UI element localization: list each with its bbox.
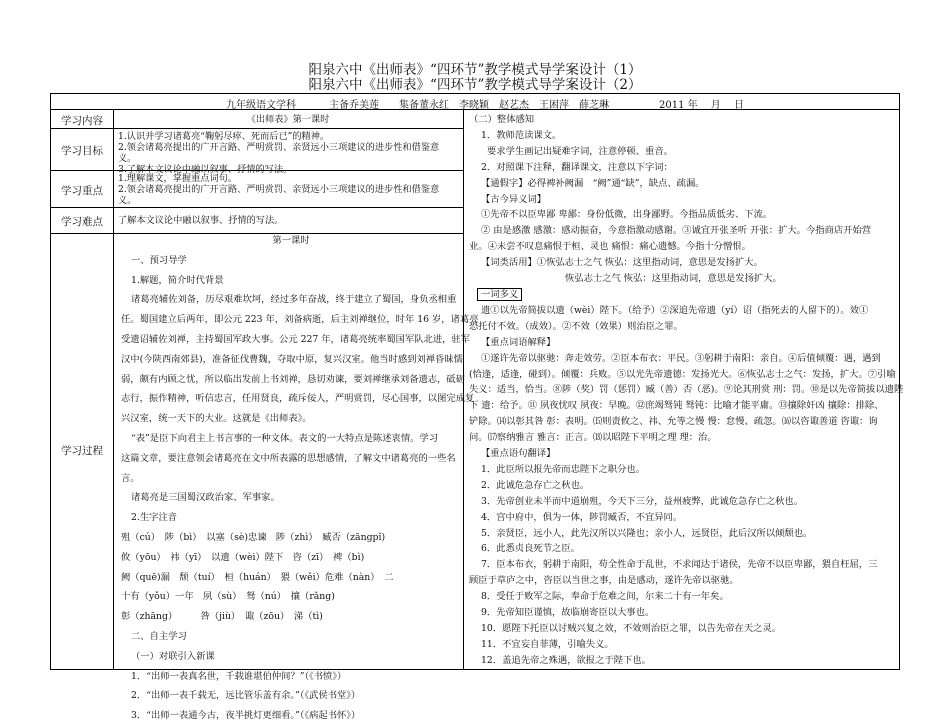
paragraph-line: 弱，颇有内顾之忧，所以临出发前上书刘禅，恳切劝谏，要刘禅继承刘备遗志，砥砺: [121, 373, 465, 385]
paragraph-line: 诸葛亮是三国蜀汉政治家、军事家。: [131, 492, 280, 504]
translation-line: 11．不宜妄自菲薄，引喻失义。: [481, 638, 614, 650]
pinyin-line: 彰（zhāng） 咎（jiù） 诹（zōu） 涕（tì): [121, 611, 323, 623]
vocab-heading: [469, 287, 895, 303]
vocab-line: 业。④未尝不叹息痛恨于桓、灵也 痛恨：痛心遗憾。今指十分憎恨。: [469, 241, 751, 253]
vocab-line: ①先帝不以臣卑鄙 卑鄙：身份低微，出身鄙野。今指品质低劣、下流。: [481, 209, 773, 221]
grade: 九年级语文学科: [226, 100, 296, 111]
vocab-heading: 【古今异义词】: [481, 193, 547, 205]
translation-line: 4．宫中府中，俱为一体，陟罚臧否，不宜异同。: [481, 511, 683, 523]
vocab-line: ② 由是感激 感激：感动振奋，今意指激动感谢。③诚宜开张圣听 开张：扩大。今指商店开始营: [481, 225, 872, 237]
paragraph-line: 兴汉室，统一天下的大业。这就是《出师表》。: [121, 413, 312, 425]
pinyin-line: 殂（cú） 陟（bì） 以塞（sè)忠谏 陟（zhì） 臧否（zāngpǐ): [121, 531, 386, 543]
translation-heading: 【重点语句翻译】: [481, 448, 556, 460]
goal-line: 1.认识并学习诸葛亮“鞠躬尽瘁、死而后已”的精神。: [118, 131, 330, 142]
subsection-heading: 2.生字注音: [131, 512, 178, 524]
translation-line: 2．此诚危急存亡之秋也。: [481, 479, 590, 491]
key-list: [118, 173, 439, 206]
content-text: 《出师表》第一课时: [246, 114, 330, 125]
translation-line: 3．先帝创业未半而中道崩殂，今天下三分，益州疲弊，此诚危急存亡之秋也。: [481, 495, 804, 507]
key-line: 2.领会诸葛亮提出的广开言路、严明赏罚、亲贤远小三项建议的进步性和借鉴意: [118, 184, 440, 195]
translation-line: 8．受任于败军之际，奉命于危难之间，尔来二十有一年矣。: [481, 591, 729, 603]
subsection-heading: （一）对联引入新课: [131, 650, 215, 662]
vocab-line: 失义：适当，恰当。⑧陟（奖）罚（惩罚）臧（善）否（恶)。⑨论其刑赏 刑：罚。⑩是以先帝简拔以遗陛: [469, 384, 904, 396]
goal-line: 3.了解本文议论中融以叙事、抒情的写法。: [118, 164, 293, 175]
key-line: 1.理解课文，掌握重点词句。: [118, 173, 238, 184]
label-content: 学习内容: [61, 115, 103, 127]
couplet-line: 3．“出师一表通今古，夜半挑灯更细看。”（《病起书怀》）: [131, 710, 361, 722]
goals-list: [118, 131, 439, 175]
plan-table: [50, 110, 904, 722]
divider: [113, 110, 114, 670]
paragraph-line: 志行，振作精神，听信忠言，任用贤良，疏斥佞人，严明赏罚，尽心国事，以图完成复: [121, 393, 475, 405]
pinyin-line: 十有（yǒu）一年 夙（sù） 驽（nú） 攘（rǎng): [121, 591, 335, 603]
couplet-line: 2．“出师一表千载无，远比管乐盖有余。”（《武侯书堂》）: [131, 690, 361, 702]
couplet-line: 1．“出师一表真名世，千载谁堪伯仲间？”（《书愤》）: [131, 670, 347, 682]
paragraph-line: 1．教师范读课文。: [481, 129, 562, 141]
vocab-line: 问。⒄察纳雅言 雅言：正言。⒅以昭陛下平明之理 理：治。: [469, 432, 717, 444]
vocab-line: ①遂许先帝以驱驰：奔走效劳。②臣本布衣：平民。③躬耕于南阳：亲自。④后值倾覆：遇，遇到: [481, 352, 881, 364]
paragraph-line: 任。蜀国建立后两年，即公元 223 年，刘备病逝，后主刘禅继位，时年 16 岁，诸葛亮: [121, 314, 479, 326]
paragraph-line: 言。: [121, 472, 140, 484]
page-title-2: 阳泉六中《出师表》“四环节”教学模式导学案设计（2）: [308, 77, 642, 93]
label-key: 学习重点: [61, 185, 103, 197]
page-title-1: 阳泉六中《出师表》“四环节”教学模式导学案设计（1）: [308, 62, 642, 78]
difficult-text: 了解本文议论中融以叙事、抒情的写法。: [118, 215, 284, 226]
translation-line: 5．亲贤臣，远小人，此先汉所以兴隆也；亲小人，远贤臣，此后汉所以倾颓也。: [481, 527, 813, 539]
paragraph-line: “表”是臣下向君主上书言事的一种文体。表文的一大特点是陈述衷情。学习: [131, 432, 439, 444]
translation-line: 10．愿陛下托臣以讨贼兴复之效，不效则治臣之罪，以告先帝在天之灵。: [481, 623, 782, 634]
process-left-column: [121, 231, 479, 726]
section-heading: （二）整体感知: [469, 114, 535, 125]
vocab-line: 恐托付不效。（成效）。②不效（效果）则治臣之罪。: [469, 320, 683, 332]
goal-line: 2.领会诸葛亮提出的广开言路、严明赏罚、亲贤远小三项建议的进步性和借鉴意: [118, 142, 440, 153]
vocab-line: 【通假字】必得裨补阙漏 “阙”通“缺”，缺点、疏漏。: [481, 177, 705, 189]
pinyin-line: 阙（quē)漏 颓（tuí） 桓（huán） 猥（wěi）危难（nàn） 二: [121, 571, 394, 583]
lead-teacher: 主备乔美莲: [329, 100, 379, 111]
vocab-line: 铲除。⒁以彰其咎 彰：表明。⒂则责攸之、祎、允等之慢 慢：怠慢、疏忽。⒃以咨诹善道 咨诹：询: [469, 416, 878, 428]
lesson-heading: 第一课时: [272, 235, 310, 246]
paragraph-line: 要求学生画记出疑难字词，注意停顿、重音。: [487, 145, 673, 157]
section-heading: 一、预习导学: [131, 254, 187, 266]
vocab-line: (恰逢，适逢，碰到）。倾覆：兵败。⑤以光先帝遗德：发扬光大。⑥恢弘志士之气：发扬，扩大。⑦引喻: [469, 368, 896, 380]
paragraph-line: 这篇文章，要注意领会诸葛亮在文中所表露的思想感情，了解文中诸葛亮的一些名: [121, 452, 456, 464]
paragraph-line: 汉中(今陕西南郊县)，准备征伐曹魏，夺取中原，复兴汉室。他当时感到刘禅昏昧懦: [121, 353, 463, 365]
vocab-line: 恢弘志士之气 恢弘：这里指动词，意思是发扬扩大。: [565, 273, 782, 285]
paragraph-line: 2．对照课下注释，翻译课文，注意以下字词：: [481, 161, 673, 173]
vocab-heading: 【重点词语解释】: [481, 336, 556, 348]
vocab-line: 下 遗：给予。⑪ 夙夜忧叹 夙夜：早晚。⑫庶竭驽钝 驽钝：比喻才能平庸。⑬攘除奸凶 攘除：排除、: [469, 400, 884, 412]
translation-line: 9．先帝知臣谨慎，故临崩寄臣以大事也。: [481, 607, 655, 619]
process-right-column: [469, 112, 904, 669]
translation-line: 顾臣于草庐之中，咨臣以当世之事，由是感动，遂许先帝以驱驰。: [469, 575, 739, 587]
translation-line: 7．臣本布衣，躬耕于南阳，苟全性命于乱世，不求闻达于诸侯，先帝不以臣卑鄙，猥自枉屈，三: [481, 559, 878, 571]
translation-line: 1．此臣所以报先帝而忠陛下之职分也。: [481, 463, 645, 475]
translation-line: 6．此悉贞良死节之臣。: [481, 543, 580, 555]
divider: [51, 207, 463, 208]
key-line: 义。: [118, 195, 137, 206]
paragraph-line: 受遗诏辅佐刘禅，主持蜀国军政大事。公元 227 年，诸葛亮统率蜀国军队北进，驻军: [121, 333, 471, 345]
divider: [463, 110, 464, 670]
translation-line: 12．盖追先帝之殊遇，欲报之于陛下也。: [481, 654, 651, 666]
label-difficult: 学习难点: [61, 216, 103, 228]
vocab-line: 【词类活用】①恢弘志士之气 恢弘：这里指动词，意思是发扬扩大。: [481, 257, 763, 269]
label-goals: 学习目标: [61, 145, 103, 157]
boxed-heading: 一词多义: [477, 288, 522, 301]
vocab-line: 遗①以先帝简拔以遗（wèi）陛下。（给予）②深追先帝遗（yí）诏（指死去的人留下的）。效①: [481, 304, 869, 316]
goal-line: 义。: [118, 153, 137, 164]
header-row: [50, 93, 900, 110]
date: 2011 年 月 日: [659, 100, 744, 111]
subsection-heading: 1.解题，简介时代背景: [131, 274, 224, 286]
label-process: 学习过程: [61, 445, 103, 457]
paragraph-line: 诸葛亮辅佐刘备，历尽艰难坎坷，经过多年奋战，终于建立了蜀国，身负丞相重: [131, 294, 457, 306]
team-members: 集备董永红 李晓颖 赵艺杰 王困萍 薛芝琳: [399, 100, 609, 111]
divider: [51, 128, 463, 129]
pinyin-line: 攸（yōu） 袆（yī） 以遗（wèi）陛下 咨（zī） 裨（bì): [121, 551, 365, 563]
section-heading: 二、自主学习: [131, 630, 187, 642]
